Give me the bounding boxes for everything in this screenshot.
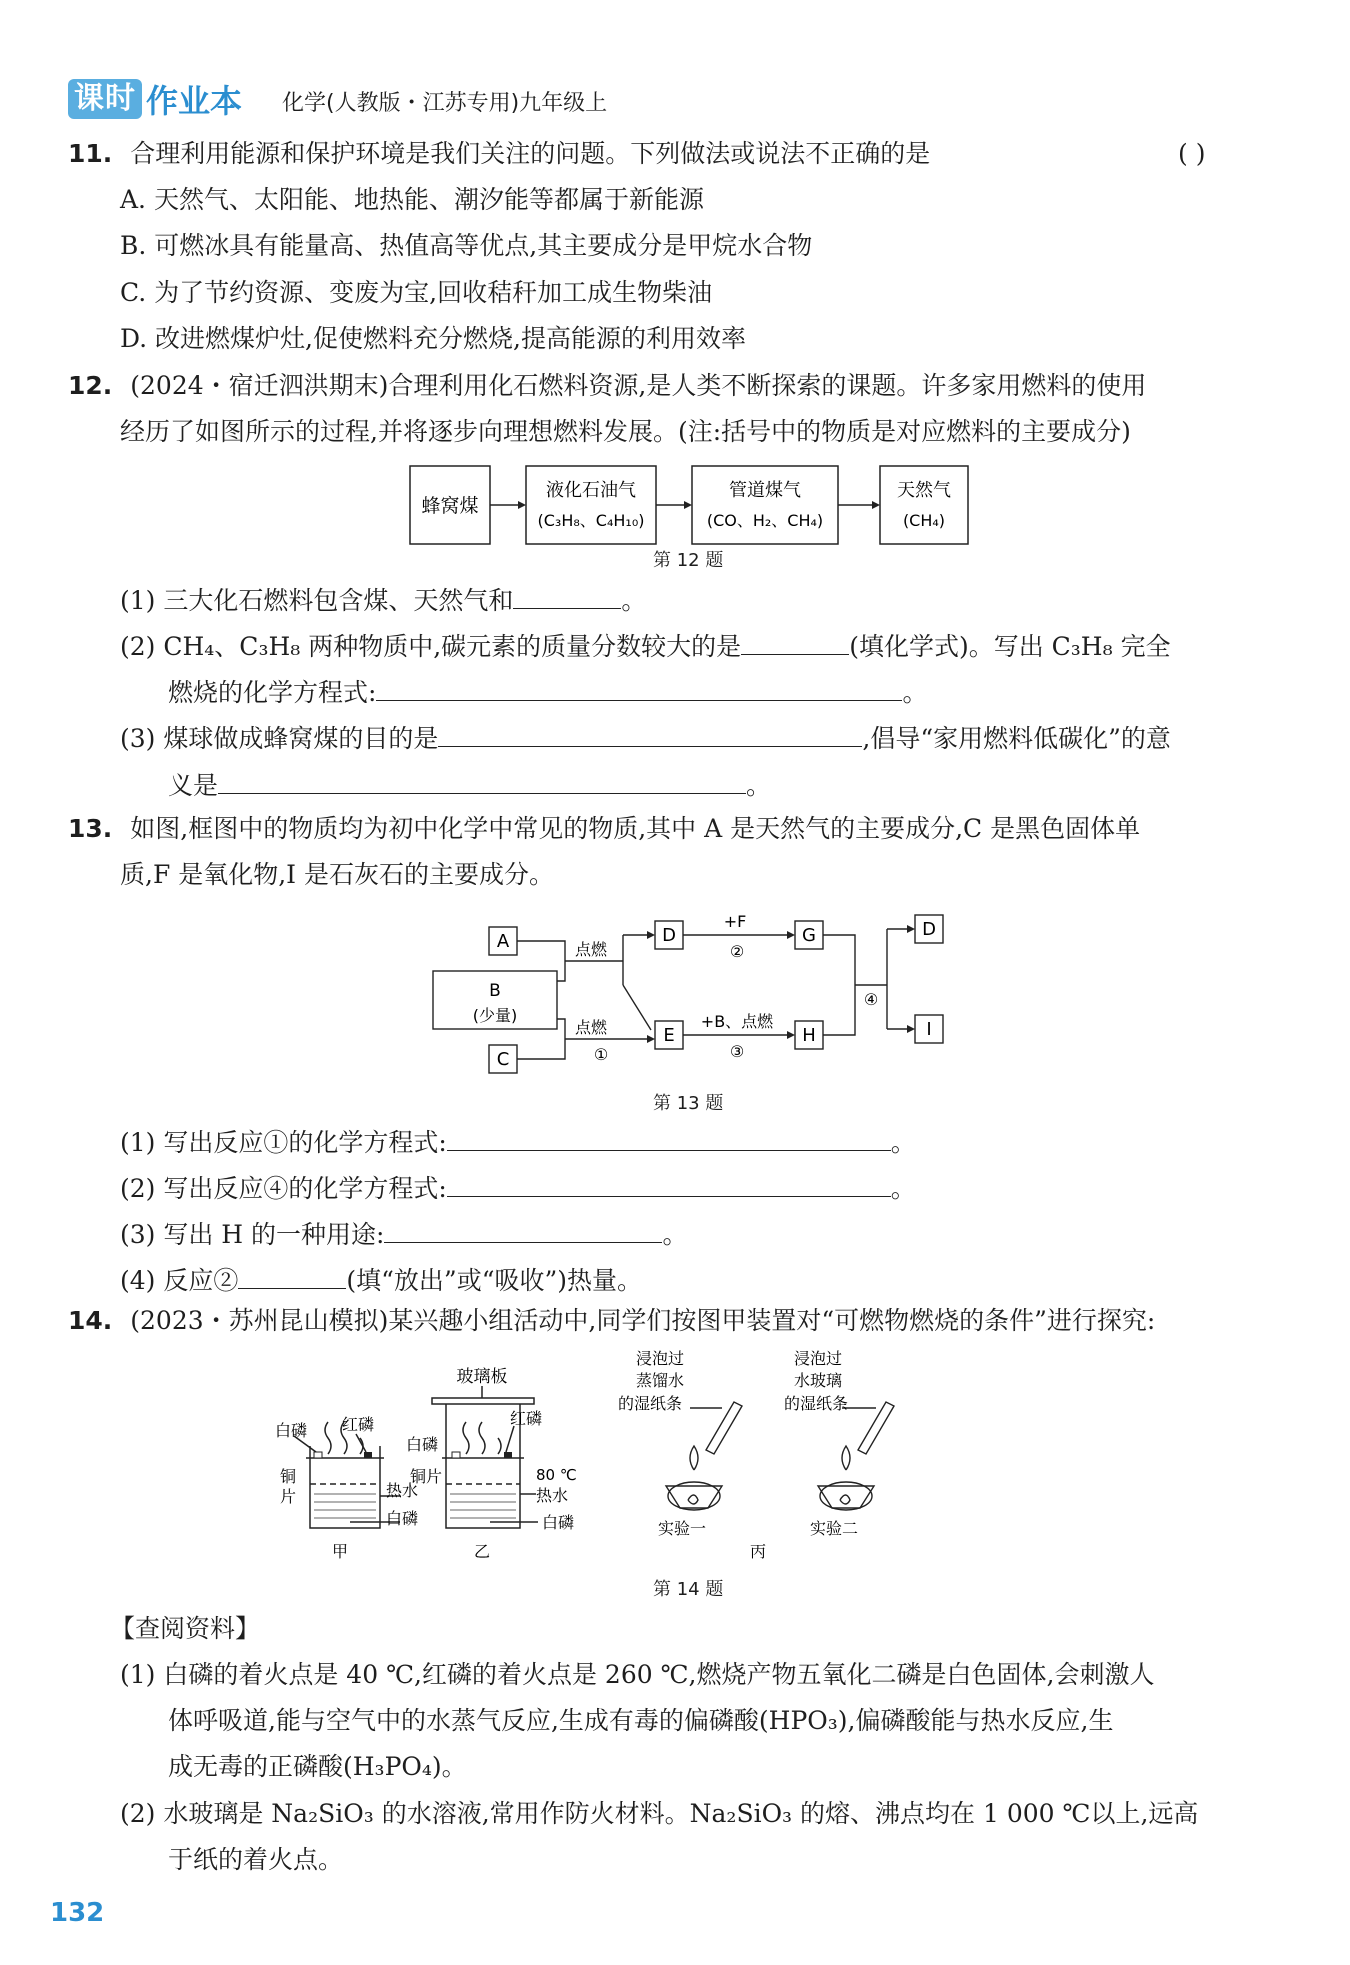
beaker-yi-body [446, 1404, 520, 1528]
flame-one [690, 1446, 698, 1470]
label-plus-F: +F [723, 912, 747, 931]
label-E: E [663, 1025, 675, 1046]
label-bing-1b: 蒸馏水 [635, 1371, 685, 1390]
label-I: I [926, 1019, 932, 1040]
q12-part1-text: (1) 三大化石燃料包含煤、天然气和 [120, 586, 514, 615]
q12-part2-text-b: (填化学式)。写出 C₃H₈ 完全 [849, 632, 1171, 661]
q11-stem-line [68, 137, 930, 171]
q13-reaction-diagram [425, 905, 965, 1085]
q12-part2-line2 [168, 674, 927, 710]
red-phosphorus-jia [364, 1452, 372, 1458]
label-yi-hot: 热水 [536, 1486, 569, 1505]
label-honeycomb-coal: 蜂窝煤 [421, 495, 479, 517]
label-reaction-2: ② [729, 942, 745, 961]
label-yi-copper: 铜片 [410, 1467, 443, 1486]
q13-part2 [120, 1170, 916, 1206]
q14-caption: 第 14 题 [653, 1579, 724, 1600]
q13-stem-2: 质,F 是氧化物,I 是石灰石的主要成分。 [120, 860, 555, 889]
beaker-yi [432, 1386, 538, 1528]
q11-option-c: C. 为了节约资源、变废为宝,回收秸秆加工成生物柴油 [120, 278, 713, 307]
q13-caption: 第 13 题 [653, 1093, 724, 1114]
q12-part3-line1 [120, 720, 1171, 756]
q11-option-d: D. 改进燃煤炉灶,促使燃料充分燃烧,提高能源的利用效率 [120, 324, 746, 353]
q11-option-a: A. 天然气、太阳能、地热能、潮汐能等都属于新能源 [120, 185, 704, 214]
label-pipe-gas: 管道煤气 [729, 480, 801, 501]
q14-ref1-line2: 体呼吸道,能与空气中的水蒸气反应,生成有毒的偏磷酸(HPO₃),偏磷酸能与热水反应,生 [168, 1706, 1114, 1735]
q11-answer-paren: ( ) [1178, 139, 1206, 168]
q12-stem-1: (2024・宿迁泗洪期末)合理利用化石燃料资源,是人类不断探索的课题。许多家用燃料的使用 [130, 371, 1147, 400]
label-yi-glass: 玻璃板 [456, 1367, 508, 1387]
q13-part1-text: (1) 写出反应①的化学方程式: [120, 1128, 447, 1157]
label-bing: 丙 [749, 1542, 767, 1561]
q12-part3-text-a: (3) 煤球做成蜂窝煤的目的是 [120, 724, 439, 753]
q13-part1-blank[interactable] [447, 1124, 891, 1151]
q12-stem-2: 经历了如图所示的过程,并将逐步向理想燃料发展。(注:括号中的物质是对应燃料的主要成分) [120, 417, 1131, 446]
label-yi-temp: 80 ℃ [536, 1466, 577, 1484]
beaker-jia [294, 1422, 400, 1528]
q12-part2-text-a: (2) CH₄、C₃H₈ 两种物质中,碳元素的质量分数较大的是 [120, 632, 742, 661]
label-yi-white2: 白磷 [542, 1513, 575, 1532]
paper-strip-two [858, 1402, 894, 1454]
arrowhead-2 [684, 501, 692, 509]
q12-line1 [68, 369, 1146, 403]
leader-jia-red [356, 1434, 366, 1452]
q13-part1-end: 。 [890, 1128, 916, 1157]
white-phosphorus-jia [314, 1452, 322, 1458]
arrowhead-G [787, 931, 795, 939]
line-B-C-lower [517, 1019, 565, 1059]
q11-option-b: B. 可燃冰具有能量高、热值高等优点,其主要成分是甲烷水合物 [120, 231, 813, 260]
q13-part3-blank[interactable] [384, 1216, 662, 1243]
q12-part2-blank-equation[interactable] [376, 674, 902, 701]
white-phosphorus-yi [452, 1452, 460, 1458]
header-logo [68, 78, 242, 120]
label-jia-white: 白磷 [275, 1421, 308, 1440]
q12-part1-end: 。 [621, 586, 647, 615]
box-pipe-gas [692, 466, 838, 544]
q14-number: 14. [68, 1306, 113, 1335]
q14-ref1-line3: 成无毒的正磷酸(H₃PO₄)。 [168, 1752, 467, 1781]
q12-part3-blank-meaning[interactable] [218, 767, 746, 794]
logo-badge: 课时 [68, 79, 142, 119]
label-bing-2b: 水玻璃 [793, 1371, 843, 1390]
q13-part2-blank[interactable] [447, 1170, 891, 1197]
arrowhead-E [647, 1035, 655, 1043]
label-jia-hot: 热水 [386, 1481, 419, 1500]
label-H: H [802, 1025, 816, 1046]
q12-part3-text-c: 义是 [168, 771, 219, 800]
q13-part4-blank[interactable] [238, 1262, 346, 1289]
q12-part1 [120, 582, 646, 618]
label-bing-2c: 的湿纸条 [783, 1394, 849, 1413]
label-bing-1a: 浸泡过 [635, 1349, 685, 1368]
label-D: D [662, 925, 676, 946]
label-B: B [489, 981, 501, 1001]
q14-ref1-line1: (1) 白磷的着火点是 40 ℃,红磷的着火点是 260 ℃,燃烧产物五氧化二磷是白色固体,会刺激人 [120, 1660, 1155, 1689]
arrowhead-D [647, 931, 655, 939]
label-reaction-4: ④ [863, 990, 879, 1009]
q13-part3-end: 。 [662, 1220, 688, 1249]
q13-part4 [120, 1262, 642, 1298]
q13-line1 [68, 812, 1140, 846]
label-jia-white2: 白磷 [386, 1509, 419, 1528]
label-jia-red: 红磷 [342, 1415, 375, 1434]
q11-number: 11. [68, 139, 113, 168]
label-lpg: 液化石油气 [546, 480, 636, 501]
label-natural-gas: 天然气 [897, 480, 951, 501]
q12-part3-blank-purpose[interactable] [438, 720, 862, 747]
arrowhead-I [907, 1025, 915, 1033]
q12-number: 12. [68, 371, 113, 400]
page-number: 132 [50, 1898, 105, 1928]
arrowhead-1 [518, 501, 526, 509]
label-yi-red: 红磷 [510, 1409, 543, 1428]
q13-part1 [120, 1124, 916, 1160]
q14-apparatus-diagram [270, 1346, 1110, 1566]
q14-ref2-line2: 于纸的着火点。 [168, 1845, 344, 1874]
label-bing-1c: 的湿纸条 [617, 1394, 683, 1413]
flame-two [842, 1446, 850, 1470]
q13-part2-end: 。 [890, 1174, 916, 1203]
line-G-H-join [823, 935, 855, 1035]
leader-yi-red [506, 1426, 514, 1452]
label-ignite-lower: 点燃 [574, 1018, 608, 1037]
q13-stem-1: 如图,框图中的物质均为初中化学中常见的物质,其中 A 是天然气的主要成分,C 是黑色固体单 [130, 814, 1141, 843]
label-exp-two: 实验二 [809, 1519, 859, 1538]
glass-plate-yi [432, 1398, 534, 1404]
wick-two [840, 1495, 850, 1504]
paper-strip-one [706, 1402, 742, 1454]
smoke-yi [463, 1422, 501, 1454]
q12-part3-text-b: ,倡导“家用燃料低碳化”的意 [862, 724, 1171, 753]
q12-caption: 第 12 题 [653, 550, 724, 571]
label-D2: D [922, 919, 936, 940]
q12-part2-end: 。 [902, 678, 928, 707]
label-jia-piece: 片 [280, 1487, 297, 1506]
brand-name: 作业本 [146, 82, 243, 120]
arrowhead-3 [872, 501, 880, 509]
label-jia: 甲 [331, 1542, 349, 1561]
label-lpg-comp: (C₃H₈、C₄H₁₀) [537, 511, 645, 530]
q12-flow-diagram [400, 460, 1000, 560]
label-exp-one: 实验一 [657, 1519, 707, 1538]
water-lines-jia [314, 1494, 376, 1518]
q14-stem-line [68, 1304, 1155, 1338]
label-B-note: (少量) [472, 1006, 518, 1025]
label-bing-2a: 浸泡过 [793, 1349, 843, 1368]
q12-part3-end: 。 [746, 771, 772, 800]
label-yi-white: 白磷 [406, 1435, 439, 1454]
line-A-B-upper [517, 941, 565, 981]
q13-part2-text: (2) 写出反应④的化学方程式: [120, 1174, 447, 1203]
label-plus-B-ignite: +B、点燃 [700, 1012, 774, 1031]
label-yi: 乙 [473, 1542, 491, 1561]
q12-part2-blank-formula[interactable] [741, 628, 849, 655]
arrowhead-H [787, 1031, 795, 1039]
box-lpg [526, 466, 656, 544]
q14-reference-title: 【查阅资料】 [110, 1614, 261, 1643]
label-ignite-upper: 点燃 [574, 940, 608, 959]
wick-one [688, 1495, 698, 1504]
q14-ref2-line1: (2) 水玻璃是 Na₂SiO₃ 的水溶液,常用作防火材料。Na₂SiO₃ 的熔、沸点均在 1 000 ℃以上,远高 [120, 1799, 1199, 1828]
q13-part3-text: (3) 写出 H 的一种用途: [120, 1220, 385, 1249]
box-natural-gas [880, 466, 968, 544]
q13-part4-text-b: (填“放出”或“吸收”)热量。 [346, 1266, 643, 1295]
label-reaction-1: ① [593, 1045, 609, 1064]
line-to-E-upper [623, 985, 651, 1030]
label-jia-copper: 铜 [280, 1467, 297, 1486]
label-A: A [496, 931, 510, 952]
q12-part2-text-c: 燃烧的化学方程式: [168, 678, 377, 707]
label-pipe-gas-comp: (CO、H₂、CH₄) [706, 511, 824, 530]
q12-part2-line1 [120, 628, 1171, 664]
book-subtitle: 化学(人教版・江苏专用)九年级上 [282, 91, 608, 116]
q11-stem: 合理利用能源和保护环境是我们关注的问题。下列做法或说法不正确的是 [130, 139, 931, 168]
q12-part1-blank[interactable] [513, 582, 621, 609]
experiment-two [818, 1402, 894, 1510]
experiment-one [666, 1402, 742, 1510]
label-C: C [496, 1049, 510, 1070]
q12-part3-line2 [168, 767, 771, 803]
water-lines-yi [450, 1494, 516, 1518]
label-G: G [802, 925, 816, 946]
red-phosphorus-yi [504, 1452, 512, 1458]
label-reaction-3: ③ [729, 1042, 745, 1061]
q13-part4-text-a: (4) 反应② [120, 1266, 239, 1295]
q14-stem: (2023・苏州昆山模拟)某兴趣小组活动中,同学们按图甲装置对“可燃物燃烧的条件”进行探究: [130, 1306, 1156, 1335]
q13-number: 13. [68, 814, 113, 843]
label-natural-gas-comp: (CH₄) [902, 511, 946, 530]
arrowhead-D2 [907, 925, 915, 933]
q13-part3 [120, 1216, 688, 1252]
